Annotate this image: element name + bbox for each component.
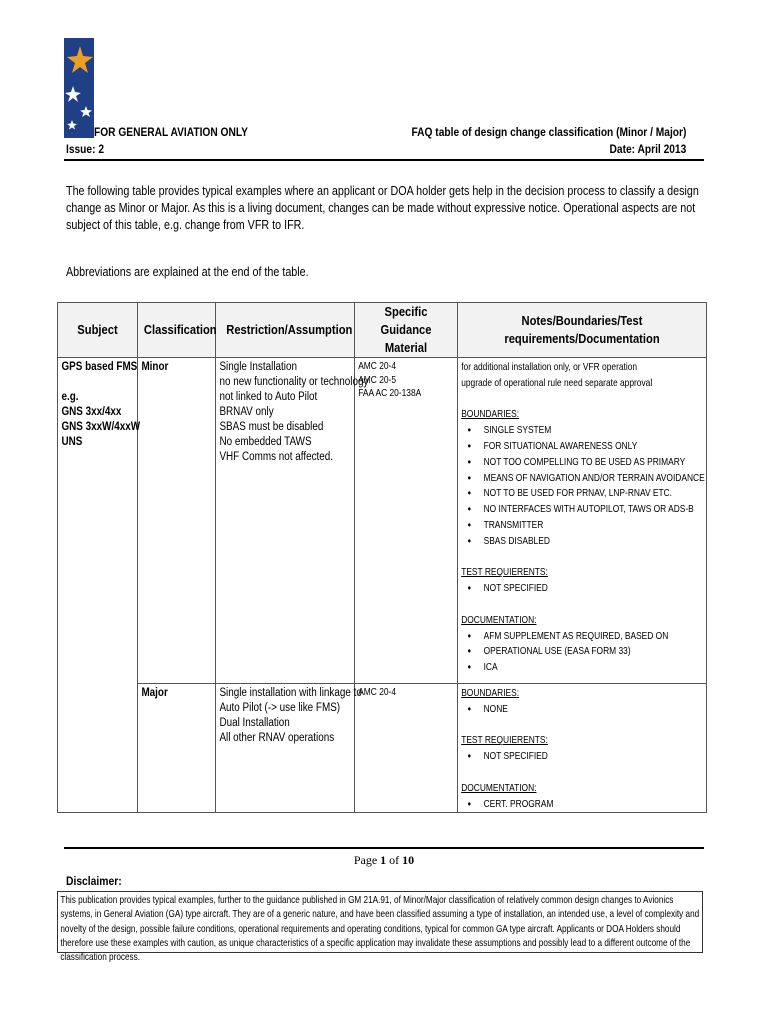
list-item: • TRANSMITTER	[484, 518, 657, 534]
header-restriction: Restriction/Assumption	[216, 303, 355, 358]
restriction-cell: Single Installation no new functionality or technology not linked to Auto Pilot BRNAV only SBAS must be disabled No embedded TAWS VHF Comms not affected.	[216, 358, 355, 684]
list-item: • NOT TO BE USED FOR PRNAV, LNP-RNAV ETC.	[484, 486, 657, 502]
classification-cell: Minor	[138, 358, 216, 684]
header-classification: Classification	[138, 303, 216, 358]
restriction-cell: Single installation with linkage to Auto Pilot (-> use like FMS) Dual Installation All other RNAV operations	[216, 684, 355, 813]
table-row	[58, 358, 707, 684]
header-subject: Subject	[58, 303, 138, 358]
guidance-cell: AMC 20-4	[355, 684, 458, 813]
notes-cell: for additional installation only, or VFR operation upgrade of operational rule need separate approval BOUNDARIES: • SINGLE SYSTEM • FOR SITUATIONAL AWARENESS ONLY • NOT TOO COMPELLING TO BE USED AS PRIMARY • MEANS OF NAVIGATION AND/OR TERRAIN AVOIDANCE • NOT TO BE USED FOR PRNAV, LNP-RNAV ETC. • NO INTERFACES WITH AUTOPILOT, TAWS OR ADS-B • TRANSMITTER • SBAS DISABLED TEST REQUIERENTS: • NOT SPECIFIED DOCUMENTATION: • AFM SUPPLEMENT AS REQUIRED, BASED ON • OPERATIONAL USE (EASA FORM 33) • ICA	[458, 358, 707, 684]
header-issue: Issue: 2	[66, 142, 104, 156]
list-item: • NOT SPECIFIED	[484, 581, 657, 597]
list-item: • FOR SITUATIONAL AWARENESS ONLY	[484, 439, 657, 455]
list-item: • NOT TOO COMPELLING TO BE USED AS PRIMARY	[484, 455, 657, 471]
list-item: • NONE	[484, 702, 657, 718]
disclaimer-box	[57, 891, 703, 964]
disclaimer-text: This publication provides typical examples, further to the guidance published in GM 21A.91, of Minor/Major classification of relatively common design changes to Avionics systems, in General Aviation (GA) type aircraft. They are of a generic nature, and have been classified assuming a type of installation, an intended use, a level of complexity and novelty of the design, possible failure conditions, operational requirements and operating conditions, typical for common GA type aircraft. Applicants or DOA Holders should therefore use these examples with caution, as unique characteristics of a specific application may invalidate these assumptions and possibly lead to a different outcome of the classification process.	[60, 894, 700, 964]
logo-image	[64, 38, 94, 138]
header-right-title: FAQ table of design change classification (Minor / Major)	[411, 125, 686, 139]
list-item: • NOT SPECIFIED	[484, 749, 657, 765]
subject-cell: GPS based FMS e.g. GNS 3xx/4xx GNS 3xxW/4xxW UNS	[58, 358, 138, 813]
footer-divider	[64, 847, 704, 849]
header-divider	[64, 159, 704, 161]
list-item: • NO INTERFACES WITH AUTOPILOT, TAWS OR ADS-B	[484, 502, 657, 518]
guidance-cell: AMC 20-4 AMC 20-5 FAA AC 20-138A	[355, 358, 458, 684]
classification-cell: Major	[138, 684, 216, 813]
disclaimer-title: Disclaimer:	[66, 874, 122, 888]
header-guidance: Specific Guidance Material	[355, 303, 458, 358]
page-number: Page 1 of 10	[353, 853, 415, 867]
list-item: • MEANS OF NAVIGATION AND/OR TERRAIN AVOIDANCE	[484, 471, 657, 487]
list-item: • OPERATIONAL USE (EASA FORM 33)	[484, 644, 657, 660]
table-header-row	[58, 303, 707, 358]
table-row	[58, 684, 707, 813]
list-item: • ICA	[484, 660, 657, 676]
list-item: • SBAS DISABLED	[484, 534, 657, 550]
header-notes: Notes/Boundaries/Test requirements/Documentation	[458, 303, 707, 358]
classification-table	[57, 302, 707, 813]
list-item: • SINGLE SYSTEM	[484, 423, 657, 439]
list-item: • CERT. PROGRAM	[484, 797, 657, 813]
abbreviation-note: Abbreviations are explained at the end of the table.	[66, 265, 309, 279]
list-item: • AFM SUPPLEMENT AS REQUIRED, BASED ON	[484, 629, 657, 645]
notes-cell: BOUNDARIES: • NONE TEST REQUIERENTS: • NOT SPECIFIED DOCUMENTATION: • CERT. PROGRAM	[458, 684, 707, 813]
intro-paragraph: The following table provides typical examples where an applicant or DOA holder gets help in the decision process to classify a design change as Minor or Major. As this is a living document, changes can be made without expressive notice. Operational aspects are not subject of this table, e.g. change from VFR to IFR.	[66, 184, 699, 232]
header-date: Date: April 2013	[609, 142, 686, 156]
header-left-title: FOR GENERAL AVIATION ONLY	[94, 125, 248, 139]
